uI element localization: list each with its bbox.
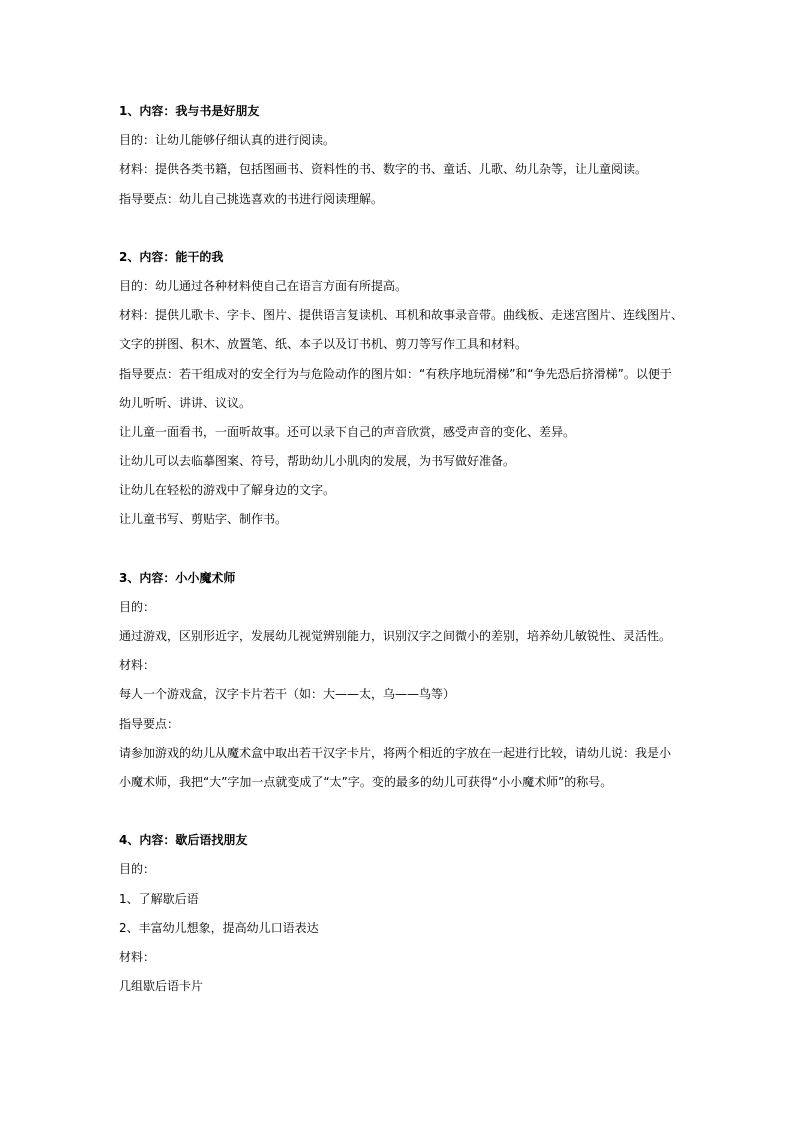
- paragraph-line: 让幼儿在轻松的游戏中了解身边的文字。: [119, 483, 336, 498]
- paragraph-line: 材料：提供儿歌卡、字卡、图片、提供语言复读机、耳机和故事录音带。曲线板、走迷宫图片、连线图片、: [119, 308, 684, 323]
- paragraph-line: 指导要点：幼儿自己挑选喜欢的书进行阅读理解。: [119, 191, 384, 206]
- section-3: [119, 564, 689, 798]
- paragraph-line: 每人一个游戏盒，汉字卡片若干（如：大——太，乌——鸟等）: [119, 687, 456, 702]
- section-heading: 4、内容：歇后语找朋友: [119, 833, 248, 848]
- section-heading: 2、内容：能干的我: [119, 249, 224, 264]
- paragraph-line: 目的：: [119, 599, 156, 614]
- section-spacer: [119, 214, 689, 243]
- paragraph-line: 几组歇后语卡片: [119, 979, 204, 994]
- paragraph-line: 材料：提供各类书籍，包括图画书、资料性的书、数字的书、童话、儿歌、幼儿杂等，让儿童阅读。: [119, 162, 648, 177]
- paragraph-line: 材料：: [119, 949, 156, 964]
- section-heading: 1、内容：我与书是好朋友: [119, 104, 260, 118]
- paragraph-line: 小魔术师，我把“大”字加一点就变成了“太”字。变的最多的幼儿可获得“小小魔术师”的称号。: [119, 774, 613, 789]
- section-spacer: [119, 797, 689, 826]
- section-spacer: [119, 535, 689, 564]
- paragraph-line: 让儿童一面看书，一面听故事。还可以录下自己的声音欣赏，感受声音的变化、差异。: [119, 424, 576, 439]
- paragraph-line: 2、丰富幼儿想象，提高幼儿口语表达: [119, 920, 319, 935]
- section-4: [119, 826, 689, 1001]
- paragraph-line: 幼儿听听、讲讲、议议。: [119, 395, 252, 410]
- paragraph-line: 1、了解歇后语: [119, 891, 199, 906]
- section-2: [119, 243, 689, 535]
- paragraph-line: 材料：: [119, 658, 156, 673]
- paragraph-line: 文字的拼图、积木、放置笔、纸、本子以及订书机、剪刀等写作工具和材料。: [119, 337, 528, 352]
- paragraph-line: 让幼儿可以去临摹图案、符号，帮助幼儿小肌肉的发展，为书写做好准备。: [119, 454, 516, 469]
- paragraph-line: 请参加游戏的幼儿从魔术盒中取出若干汉字卡片，将两个相近的字放在一起进行比较，请幼儿说：我是小: [119, 745, 672, 760]
- paragraph-line: 目的：让幼儿能够仔细认真的进行阅读。: [119, 133, 336, 148]
- document-page: [119, 97, 689, 1001]
- section-heading: 3、内容：小小魔术师: [119, 570, 236, 585]
- section-1: [119, 97, 689, 214]
- paragraph-line: 指导要点：若干组成对的安全行为与危险动作的图片如：“有秩序地玩滑梯”和“争先恐后挤滑梯”。以便于: [119, 366, 672, 381]
- paragraph-line: 让儿童书写、剪贴字、制作书。: [119, 512, 288, 527]
- paragraph-line: 指导要点：: [119, 716, 180, 731]
- paragraph-line: 目的：幼儿通过各种材料使自己在语言方面有所提高。: [119, 278, 408, 293]
- paragraph-line: 通过游戏，区别形近字，发展幼儿视觉辨别能力，识别汉字之间微小的差别，培养幼儿敏锐性、灵活性。: [119, 629, 672, 643]
- paragraph-line: 目的：: [119, 862, 156, 877]
